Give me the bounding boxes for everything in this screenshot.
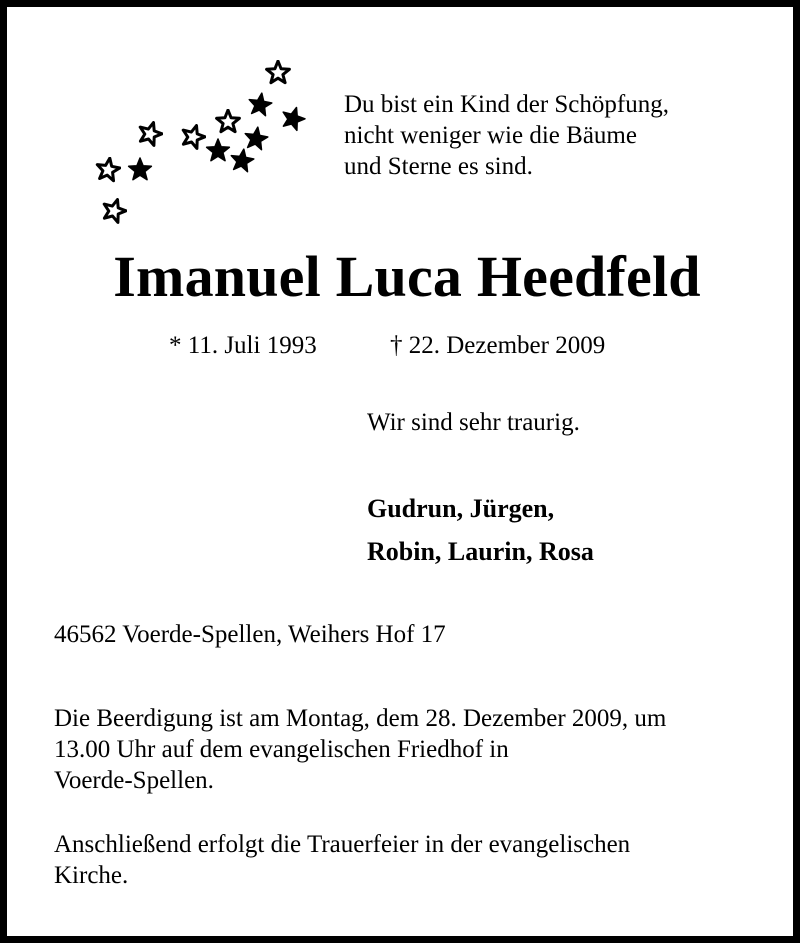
funeral-info — [54, 703, 774, 796]
deceased-name: Imanuel Luca Heedfeld — [113, 244, 701, 309]
verse — [344, 89, 669, 182]
ceremony-line: Anschließend erfolgt die Trauerfeier in der evangelischen — [54, 831, 631, 858]
death-date: † 22. Dezember 2009 — [390, 332, 606, 359]
ceremony-info — [54, 829, 774, 891]
verse-line: und Sterne es sind. — [344, 153, 533, 180]
star-icon — [280, 106, 306, 132]
funeral-line: Die Beerdigung ist am Montag, dem 28. Dezember 2009, um — [54, 705, 667, 732]
family-names — [367, 487, 594, 573]
star-icon — [229, 148, 255, 174]
birth-date: * 11. Juli 1993 — [169, 332, 317, 359]
star-icon — [95, 157, 121, 183]
star-icon — [265, 60, 291, 86]
address: 46562 Voerde-Spellen, Weihers Hof 17 — [54, 621, 446, 648]
ceremony-line: Kirche. — [54, 862, 129, 889]
star-icon — [180, 124, 206, 150]
verse-line: Du bist ein Kind der Schöpfung, — [344, 91, 669, 118]
star-icon — [101, 198, 127, 224]
family-line: Gudrun, Jürgen, — [367, 494, 555, 523]
verse-line: nicht weniger wie die Bäume — [344, 122, 637, 149]
star-icon — [205, 138, 231, 164]
stars-decoration — [87, 52, 327, 237]
star-icon — [215, 109, 241, 135]
star-icon — [137, 121, 163, 147]
funeral-line: 13.00 Uhr auf dem evangelischen Friedhof in — [54, 736, 509, 763]
star-icon — [127, 157, 153, 183]
mourning-line: Wir sind sehr traurig. — [367, 409, 580, 436]
family-line: Robin, Laurin, Rosa — [367, 537, 594, 566]
star-icon — [247, 92, 273, 118]
funeral-line: Voerde-Spellen. — [54, 767, 214, 794]
